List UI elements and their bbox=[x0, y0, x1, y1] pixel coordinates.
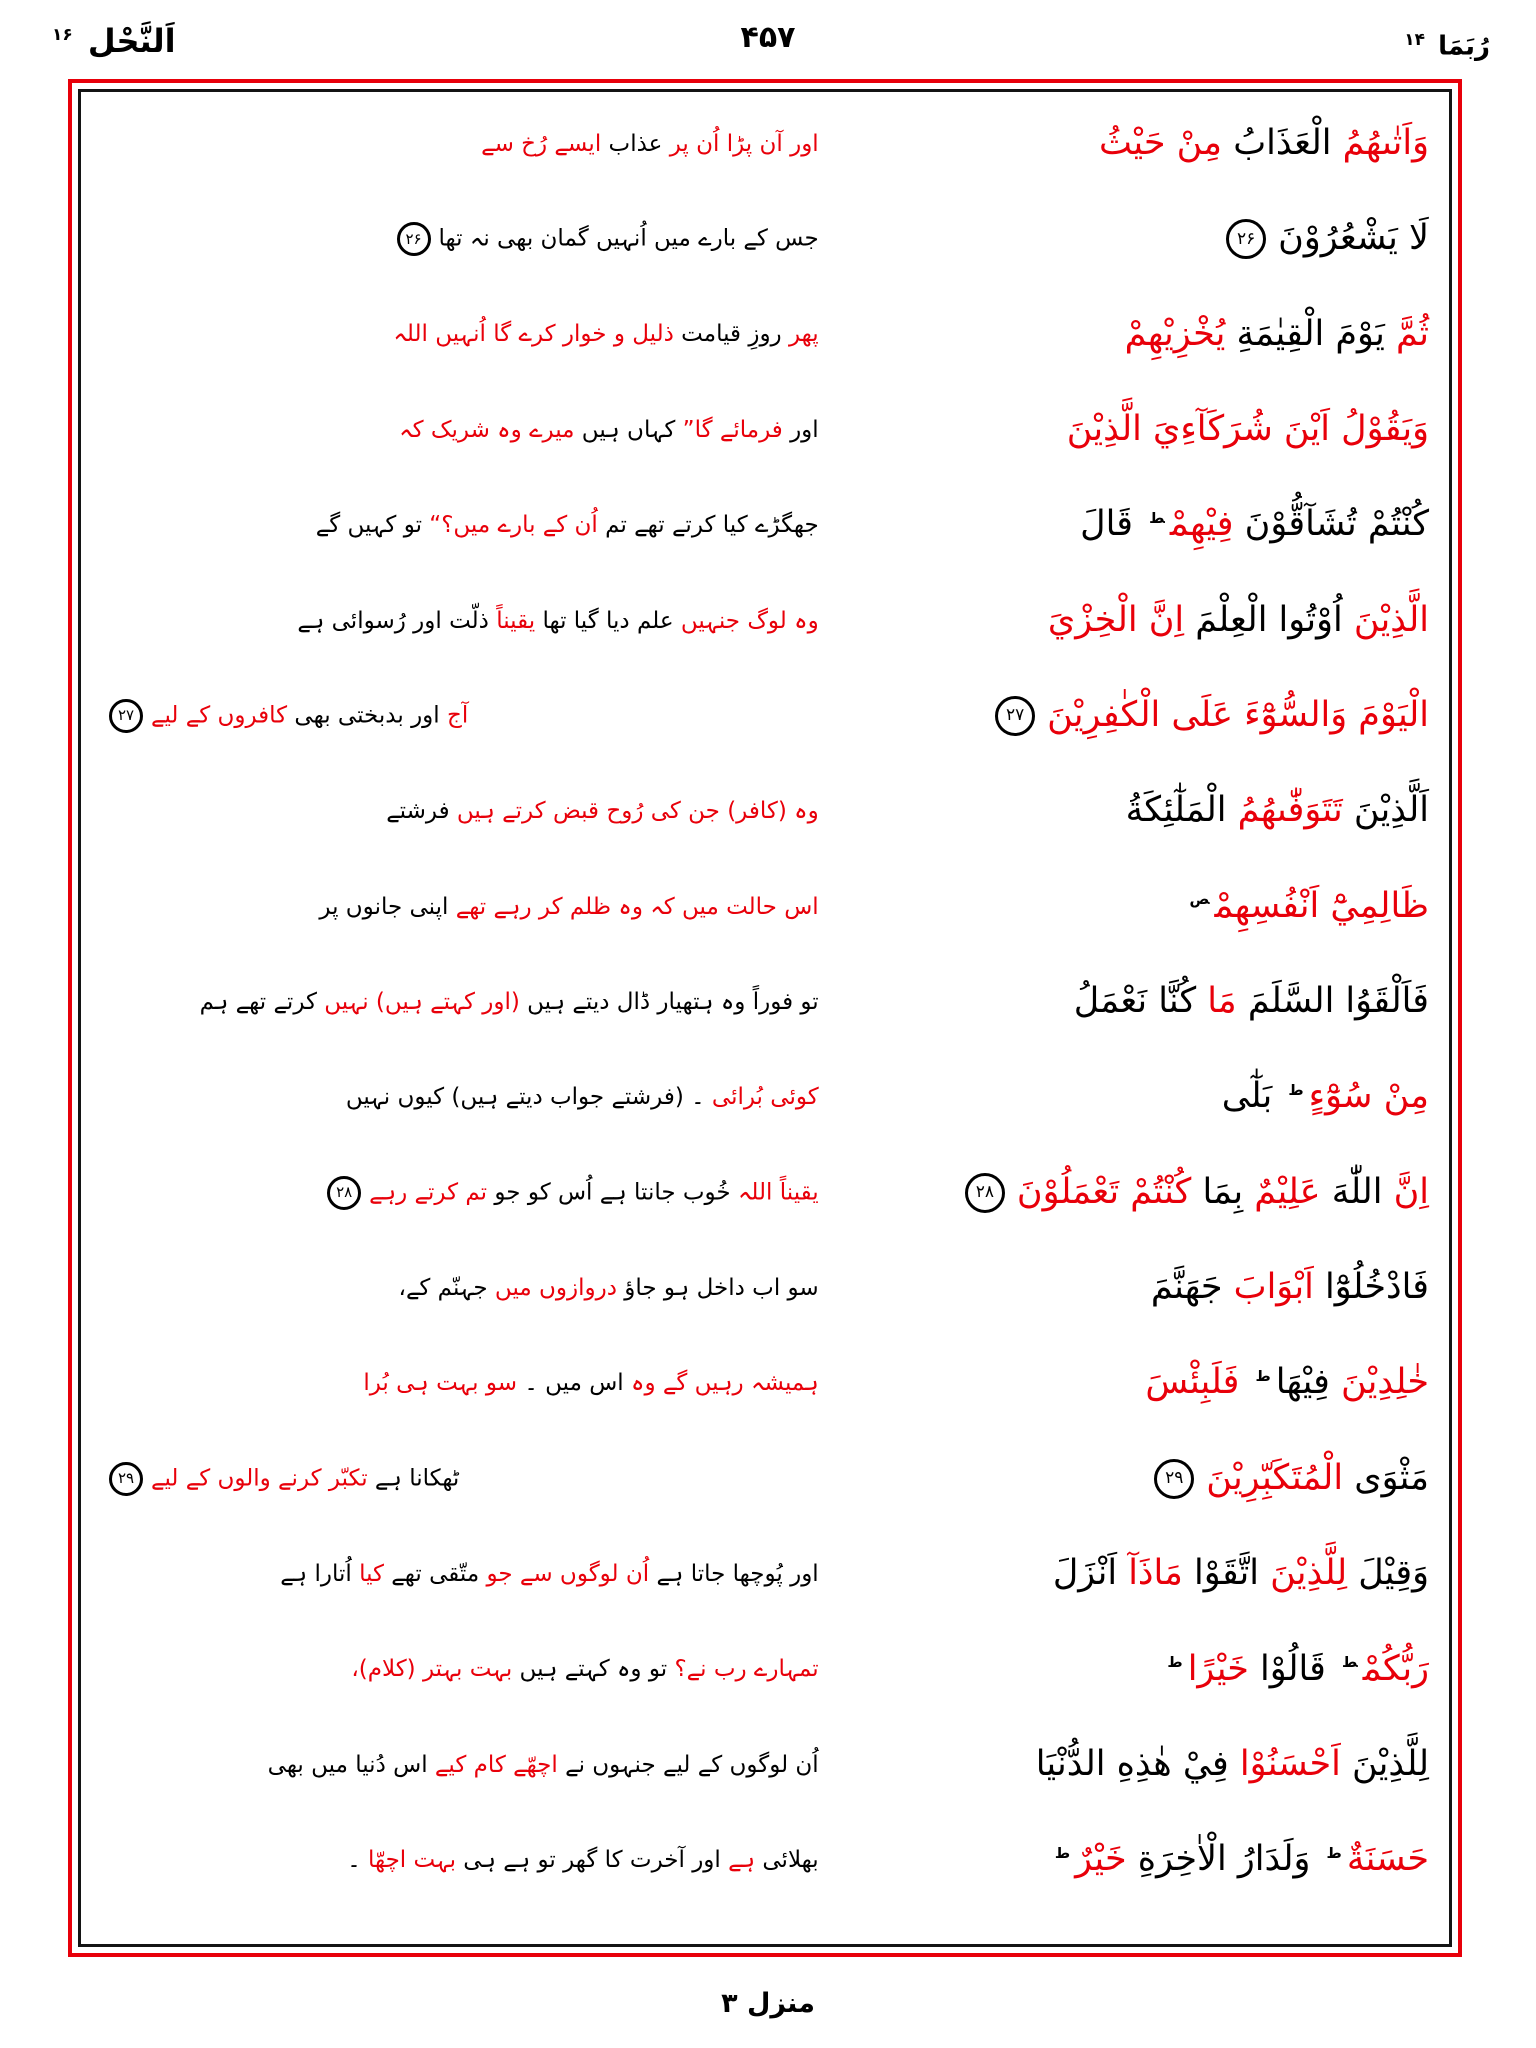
text-segment: روزِ قیامت bbox=[673, 321, 782, 348]
pause-mark: ط bbox=[1149, 509, 1165, 527]
arabic-verse-text bbox=[845, 1361, 1429, 1405]
verse-row bbox=[101, 980, 1429, 1024]
verse-number-badge: ۲۸ bbox=[965, 1173, 1005, 1213]
text-segment: اَحْسَنُوْا bbox=[1228, 1743, 1341, 1784]
text-segment: كُنْتُمْ تُشَآقُّوْنَ bbox=[1233, 504, 1429, 545]
text-segment: اَلَّذِيْنَ bbox=[1342, 790, 1429, 831]
arabic-verse-text bbox=[845, 694, 1429, 738]
juz-name: رُبَمَا bbox=[1438, 31, 1490, 62]
verse-row bbox=[101, 1457, 1429, 1501]
urdu-translation-text bbox=[101, 1272, 819, 1304]
text-segment: (اور کہتے ہیں) نہیں bbox=[316, 988, 520, 1015]
text-segment: میرے وہ شریک کہ bbox=[399, 416, 575, 443]
pause-mark: ط bbox=[1167, 1653, 1183, 1671]
urdu-translation-text bbox=[101, 1558, 819, 1590]
verse-row bbox=[101, 1838, 1429, 1882]
text-segment: مِنْ حَيْثُ bbox=[1098, 123, 1223, 163]
arabic-verse-text bbox=[845, 122, 1429, 166]
text-segment: لَا يَشْعُرُوْنَ bbox=[1278, 218, 1429, 259]
text-segment: وَقِيْلَ bbox=[1347, 1553, 1429, 1594]
text-segment: اُن لوگوں سے جو bbox=[479, 1560, 650, 1587]
text-segment: تو فوراً وہ ہتھیار ڈال دیتے ہیں bbox=[519, 988, 819, 1015]
text-segment: کوئی بُرائی bbox=[704, 1084, 819, 1111]
text-segment: تم کرتے رہے bbox=[369, 1179, 488, 1206]
text-segment: رَبُّكُمْ bbox=[1362, 1648, 1429, 1689]
text-segment: ظَالِمِيْٓ اَنْفُسِهِمْ bbox=[1214, 885, 1429, 926]
text-segment: بہت بہتر (کلام)، bbox=[351, 1656, 513, 1683]
urdu-translation-text bbox=[101, 509, 819, 541]
pause-mark: ط bbox=[1342, 1653, 1358, 1671]
text-segment: اور پُوچھا جاتا ہے bbox=[649, 1560, 819, 1587]
surah-number: ۱۶ bbox=[52, 25, 73, 46]
text-segment: بِمَا bbox=[1191, 1171, 1244, 1212]
text-segment: فَلَبِئْسَ bbox=[1145, 1362, 1251, 1403]
arabic-verse-text bbox=[845, 1743, 1429, 1787]
text-segment: کہاں ہیں bbox=[574, 416, 676, 443]
text-segment: جہنّم کے، bbox=[398, 1274, 488, 1301]
text-segment: ۔ (فرشتے جواب دیتے ہیں) کیوں نہیں bbox=[345, 1084, 705, 1111]
text-segment: اتَّقَوْا bbox=[1182, 1553, 1260, 1594]
page-frame-inner bbox=[78, 89, 1452, 1947]
text-segment: الْمُتَكَبِّرِيْنَ bbox=[1206, 1457, 1344, 1498]
text-segment: اس میں ۔ bbox=[517, 1370, 624, 1397]
text-segment: کافروں کے لیے bbox=[151, 702, 288, 729]
arabic-verse-text bbox=[845, 1075, 1429, 1119]
urdu-translation-text bbox=[101, 891, 819, 923]
manzil-label: منزل ۳ bbox=[721, 1988, 815, 2019]
verse-row bbox=[101, 1171, 1429, 1215]
verse-number-badge: ۲۹ bbox=[109, 1462, 143, 1496]
text-segment: وَاَتٰىهُمُ bbox=[1331, 123, 1429, 163]
text-segment: يَوْمَ الْقِيٰمَةِ bbox=[1225, 313, 1385, 354]
urdu-translation-text bbox=[101, 1844, 819, 1876]
arabic-verse-text bbox=[845, 1266, 1429, 1310]
text-segment: جھگڑے کیا کرتے تھے تم bbox=[597, 512, 819, 539]
text-segment: اس دُنیا میں بھی bbox=[267, 1751, 428, 1778]
urdu-translation-text bbox=[101, 318, 819, 350]
pause-mark: ط bbox=[1255, 1367, 1271, 1385]
text-segment: یقیناً bbox=[488, 607, 536, 634]
text-segment: جس کے بارے میں اُنہیں گمان بھی نہ تھا bbox=[438, 225, 819, 252]
text-segment: جَهَنَّمَ bbox=[1150, 1267, 1223, 1308]
text-segment: عَلِيْمٌ bbox=[1243, 1171, 1321, 1212]
text-segment: مَاذَآ bbox=[1117, 1553, 1183, 1594]
verse-row bbox=[101, 1648, 1429, 1692]
text-segment: ہمیشہ رہیں گے وہ bbox=[623, 1370, 819, 1397]
text-segment: یقیناً اللہ bbox=[730, 1179, 819, 1206]
urdu-translation-text bbox=[101, 605, 819, 637]
text-segment: عذاب bbox=[601, 130, 663, 157]
arabic-verse-text bbox=[845, 980, 1429, 1024]
text-segment: سو بہت ہی بُرا bbox=[363, 1370, 518, 1397]
text-segment: كُنَّا نَعْمَلُ bbox=[1073, 981, 1197, 1022]
text-segment: لِلَّذِيْنَ bbox=[1340, 1743, 1429, 1784]
verse-row bbox=[101, 789, 1429, 833]
text-segment: وہ (کافر) جن کی رُوح قبض کرتے ہیں bbox=[449, 798, 819, 825]
text-segment: فِيْ هٰذِهِ الدُّنْيَا bbox=[1035, 1743, 1229, 1784]
page-frame-outer bbox=[68, 79, 1462, 1957]
text-segment: اور آخرت کا گھر تو ہے ہی bbox=[455, 1846, 721, 1873]
pause-mark: ط bbox=[1054, 1844, 1071, 1862]
text-segment: الَّذِيْنَ bbox=[1342, 599, 1429, 640]
text-segment: تو وہ کہتے ہیں bbox=[512, 1656, 668, 1683]
juz-number: ۱۴ bbox=[1404, 30, 1425, 50]
verse-row bbox=[101, 217, 1429, 261]
arabic-verse-text bbox=[845, 885, 1429, 929]
urdu-translation-text bbox=[101, 1462, 819, 1496]
arabic-verse-text bbox=[845, 789, 1429, 833]
text-segment: آج bbox=[439, 702, 469, 729]
text-segment: وَيَقُوْلُ اَيْنَ شُرَكَآءِيَ الَّذِيْنَ bbox=[1066, 409, 1429, 450]
text-segment: اَنْزَلَ bbox=[1052, 1553, 1118, 1594]
arabic-verse-text bbox=[845, 1838, 1429, 1882]
text-segment: ایسے رُخ سے bbox=[481, 130, 602, 157]
juz-header bbox=[1404, 30, 1490, 62]
text-segment: اُن لوگوں کے لیے جنہوں نے bbox=[557, 1751, 819, 1778]
text-segment: وہ لوگ جنہیں bbox=[673, 607, 819, 634]
pause-mark: ص bbox=[1189, 891, 1210, 909]
urdu-translation-text bbox=[101, 795, 819, 827]
verse-number-badge: ۲۹ bbox=[1154, 1459, 1194, 1499]
text-segment: فَاَلْقَوُا السَّلَمَ bbox=[1236, 981, 1429, 1022]
text-segment: كُنْتُمْ تَعْمَلُوْنَ bbox=[1016, 1171, 1192, 1212]
text-segment: اچھّے کام کیے bbox=[427, 1751, 558, 1778]
text-segment: فرشتے bbox=[386, 798, 450, 825]
text-segment: پھر bbox=[781, 321, 819, 348]
text-segment: اَبْوَابَ bbox=[1222, 1267, 1314, 1308]
text-segment: ہے bbox=[720, 1846, 756, 1873]
verse-row bbox=[101, 1361, 1429, 1405]
text-segment: اپنی جانوں پر bbox=[319, 893, 449, 920]
text-segment: اُتارا ہے bbox=[280, 1560, 352, 1587]
verse-row bbox=[101, 885, 1429, 929]
text-segment: تمہارے رب نے؟ bbox=[667, 1656, 819, 1683]
text-segment: خَيْرًا bbox=[1187, 1648, 1249, 1689]
text-segment: کرتے تھے ہم bbox=[199, 988, 317, 1015]
verse-row bbox=[101, 694, 1429, 738]
verse-number-badge: ۲۶ bbox=[397, 222, 431, 256]
verse-row bbox=[101, 1552, 1429, 1596]
urdu-translation-text bbox=[101, 1081, 819, 1113]
verse-number-badge: ۲۸ bbox=[327, 1176, 361, 1210]
verse-row bbox=[101, 313, 1429, 357]
urdu-translation-text bbox=[101, 222, 819, 256]
text-segment: قَالُوْا bbox=[1248, 1648, 1338, 1689]
text-segment: حَسَنَةٌ bbox=[1346, 1839, 1429, 1880]
text-segment: اور آن پڑا اُن پر bbox=[662, 130, 819, 157]
text-segment: مِنْ سُوْٓءٍ bbox=[1308, 1076, 1429, 1117]
arabic-verse-text bbox=[845, 408, 1429, 452]
text-segment: تکبّر کرنے والوں کے لیے bbox=[151, 1465, 368, 1492]
text-segment: بھلائی bbox=[755, 1846, 819, 1873]
text-segment: الْيَوْمَ وَالسُّوْٓءَ عَلَى الْكٰفِرِيْنَ bbox=[1047, 695, 1429, 736]
urdu-translation-text bbox=[101, 1749, 819, 1781]
surah-name: اَلنَّحْل bbox=[87, 22, 176, 60]
text-segment: الْعَذَابُ bbox=[1222, 123, 1332, 163]
arabic-verse-text bbox=[845, 1171, 1429, 1215]
text-segment: اور بدبختی بھی bbox=[287, 702, 440, 729]
urdu-translation-text bbox=[101, 699, 819, 733]
pause-mark: ط bbox=[1326, 1844, 1342, 1862]
verse-row bbox=[101, 122, 1429, 166]
text-segment: اِنَّ bbox=[1382, 1171, 1429, 1212]
text-segment: کیا bbox=[351, 1560, 384, 1587]
arabic-verse-text bbox=[845, 503, 1429, 547]
text-segment: فَادْخُلُوْٓا bbox=[1313, 1267, 1429, 1308]
text-segment: مَا bbox=[1196, 981, 1237, 1022]
urdu-translation-text bbox=[101, 1653, 819, 1685]
text-segment: خَيْرٌ bbox=[1075, 1839, 1127, 1880]
text-segment: دروازوں میں bbox=[487, 1274, 617, 1301]
arabic-verse-text bbox=[845, 1552, 1429, 1596]
text-segment: قَالَ bbox=[1080, 504, 1145, 545]
arabic-verse-text bbox=[845, 313, 1429, 357]
text-segment: اور bbox=[782, 416, 819, 443]
arabic-verse-text bbox=[845, 599, 1429, 643]
text-segment: علم دیا گیا تھا bbox=[535, 607, 674, 634]
text-segment: اُن کے بارے میں؟“ bbox=[421, 512, 598, 539]
text-segment: ذلّت اور رُسوائی ہے bbox=[297, 607, 489, 634]
text-segment: متّقی تھے bbox=[383, 1560, 480, 1587]
text-segment: اللّٰهَ bbox=[1320, 1171, 1383, 1212]
verse-number-badge: ۲۷ bbox=[995, 696, 1035, 736]
arabic-verse-text bbox=[845, 1457, 1429, 1501]
text-segment: يُخْزِيْهِمْ bbox=[1124, 313, 1226, 354]
text-segment: لِلَّذِيْنَ bbox=[1259, 1553, 1348, 1594]
text-segment: وَلَدَارُ الْاٰخِرَةِ bbox=[1126, 1839, 1322, 1880]
verse-rows bbox=[81, 92, 1449, 1944]
text-segment: فِيْهِمْ bbox=[1169, 504, 1234, 545]
verse-number-badge: ۲۷ bbox=[109, 699, 143, 733]
text-segment: فِيْهَا bbox=[1275, 1362, 1330, 1403]
pause-mark: ط bbox=[1288, 1081, 1304, 1099]
text-segment: اُوْتُوا الْعِلْمَ bbox=[1184, 599, 1343, 640]
text-segment: مَثْوَى bbox=[1343, 1457, 1429, 1498]
text-segment: خُوب جانتا ہے اُس کو جو bbox=[487, 1179, 731, 1206]
text-segment: سو اب داخل ہو جاؤ bbox=[616, 1274, 819, 1301]
text-segment: خٰلِدِيْنَ bbox=[1329, 1362, 1429, 1403]
text-segment: فرمائے گا” bbox=[675, 416, 783, 443]
text-segment: بَلٰٓى bbox=[1221, 1076, 1284, 1117]
text-segment: اس حالت میں کہ وہ ظلم کر رہے تھے bbox=[448, 893, 819, 920]
verse-number-badge: ۲۶ bbox=[1226, 219, 1266, 259]
urdu-translation-text bbox=[101, 986, 819, 1018]
urdu-translation-text bbox=[101, 414, 819, 446]
verse-row bbox=[101, 1266, 1429, 1310]
text-segment: بہت اچھّا bbox=[360, 1846, 456, 1873]
page-number: ۴۵۷ bbox=[740, 20, 796, 55]
text-segment: ثُمَّ bbox=[1384, 313, 1429, 354]
verse-row bbox=[101, 408, 1429, 452]
verse-row bbox=[101, 503, 1429, 547]
urdu-translation-text bbox=[101, 128, 819, 160]
text-segment: ذلیل و خوار کرے گا اُنہیں اللہ bbox=[393, 321, 674, 348]
text-segment: تو کہیں گے bbox=[315, 512, 422, 539]
verse-row bbox=[101, 599, 1429, 643]
text-segment: ۔ bbox=[347, 1846, 361, 1873]
urdu-translation-text bbox=[101, 1367, 819, 1399]
text-segment: ٹھکانا ہے bbox=[367, 1465, 460, 1492]
text-segment: اِنَّ الْخِزْيَ bbox=[1047, 599, 1185, 640]
verse-row bbox=[101, 1743, 1429, 1787]
text-segment: تَتَوَفّٰىهُمُ bbox=[1226, 790, 1343, 831]
urdu-translation-text bbox=[101, 1176, 819, 1210]
arabic-verse-text bbox=[845, 217, 1429, 261]
verse-row bbox=[101, 1075, 1429, 1119]
text-segment: الْمَلٰٓئِكَةُ bbox=[1125, 790, 1227, 831]
arabic-verse-text bbox=[845, 1648, 1429, 1692]
